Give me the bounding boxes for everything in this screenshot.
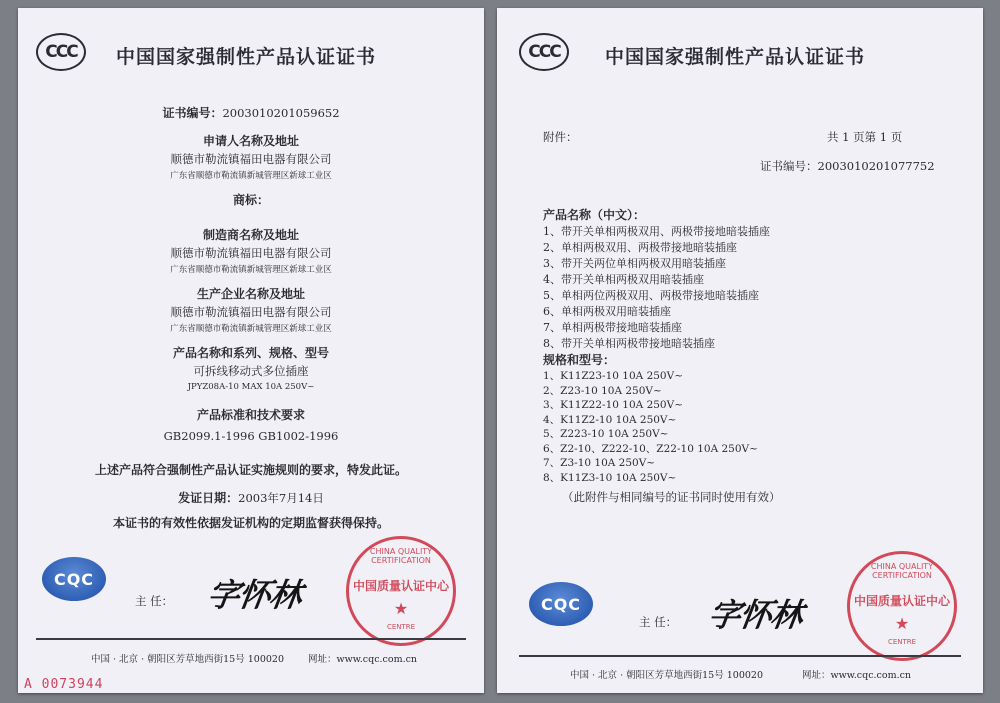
cert-number: 2003010201059652: [222, 106, 340, 120]
spec-heading: 规格和型号：: [543, 353, 616, 367]
seal-english-bottom: CENTRE: [386, 623, 416, 631]
product-heading: 产品名称（中文）：: [543, 208, 646, 222]
list-item: 2、单相两极双用、两极带接地暗装插座: [543, 241, 737, 254]
footer-website-line: [802, 667, 911, 681]
seal-chinese-text: 中国质量认证中心: [853, 594, 950, 608]
seal-star-icon: ★: [393, 599, 409, 618]
factory-address: 广东省顺德市勒流镇新城管理区新球工业区: [170, 324, 332, 334]
list-item: 1、K11Z23-10 10A 250V~: [543, 370, 683, 382]
seal-english-text: CHINA QUALITY CERTIFICATION: [369, 547, 433, 565]
certificate-title: 中国国家强制性产品认证证书: [116, 46, 377, 68]
issue-date-line: [18, 489, 484, 506]
certificate-title: 中国国家强制性产品认证证书: [605, 46, 866, 68]
seal-english-bottom: CENTRE: [887, 638, 917, 646]
list-item: 4、K11Z2-10 10A 250V~: [543, 413, 677, 426]
seal-chinese-text: 中国质量认证中心: [352, 579, 449, 593]
manufacturer-heading: 制造商名称及地址: [202, 228, 299, 242]
spec-list: [543, 369, 758, 485]
conformity-statement: 上述产品符合强制性产品认证实施规则的要求，特发此证。: [94, 463, 407, 477]
list-item: 6、单相两极双用暗装插座: [543, 305, 671, 318]
list-item: 1、带开关单相两极双用、两极带接地暗装插座: [543, 225, 770, 238]
list-item: 6、Z2-10、Z222-10、Z22-10 10A 250V~: [543, 442, 758, 455]
ccc-logo: CCC: [36, 33, 86, 71]
director-signature: 字怀林: [205, 576, 304, 614]
footer-rule: [519, 655, 961, 657]
cert-number: 2003010201077752: [817, 159, 935, 173]
product-name: 可拆线移动式多位插座: [193, 364, 309, 378]
cqc-logo: CQC: [42, 557, 106, 601]
cqc-seal: [346, 536, 456, 646]
list-item: 8、K11Z3-10 10A 250V~: [543, 471, 677, 484]
seal-star-icon: ★: [894, 614, 910, 633]
cqc-logo: CQC: [529, 582, 593, 626]
seal-english-text: CHINA QUALITY CERTIFICATION: [870, 562, 934, 580]
factory-name: 顺德市勒流镇福田电器有限公司: [170, 305, 332, 319]
footer-website: www.cqc.com.cn: [336, 654, 418, 665]
list-item: 4、带开关单相两极双用暗装插座: [543, 273, 704, 286]
ccc-logo: CCC: [519, 33, 569, 71]
footer-website-label: 网址：: [308, 654, 337, 665]
product-heading: 产品名称和系列、规格、型号: [172, 346, 329, 360]
footer-address: 中国 · 北京 · 朝阳区芳草地西街15号 100020: [570, 670, 763, 681]
director-label: 主 任：: [135, 594, 174, 608]
list-item: 7、Z3-10 10A 250V~: [543, 457, 656, 469]
validity-note: 本证书的有效性依据发证机构的定期监督获得保持。: [112, 516, 389, 530]
footer-website-label: 网址：: [802, 670, 831, 681]
cert-number-label: 证书编号：: [162, 106, 223, 120]
cert-number-line: [18, 104, 484, 121]
standard-value: GB2099.1-1996 GB1002-1996: [163, 429, 339, 443]
factory-heading: 生产企业名称及地址: [196, 287, 305, 301]
attachment-note: （此附件与相同编号的证书同时使用有效）: [562, 490, 781, 504]
list-item: 5、单相两位两极双用、两极带接地暗装插座: [543, 289, 759, 302]
issue-date-label: 发证日期：: [178, 491, 239, 505]
list-item: 3、带开关两位单相两极双用暗装插座: [543, 257, 726, 270]
director-signature: 字怀林: [706, 596, 805, 634]
cqc-seal: [847, 551, 957, 661]
product-model: JPYZ08A-10 MAX 10A 250V~: [187, 382, 315, 392]
list-item: 3、K11Z22-10 10A 250V~: [543, 399, 683, 411]
list-item: 7、单相两极带接地暗装插座: [543, 321, 682, 334]
footer-address: 中国 · 北京 · 朝阳区芳草地西街15号 100020: [91, 654, 284, 665]
serial-number: A 0073944: [24, 677, 104, 692]
attachment-label: 附件：: [543, 130, 578, 144]
certificate-left: [18, 8, 484, 693]
footer-website: www.cqc.com.cn: [830, 670, 912, 681]
cert-number-label: 证书编号：: [760, 159, 818, 173]
footer-rule: [36, 638, 466, 640]
certificate-right: [497, 8, 983, 693]
issue-date: 2003年7月14日: [238, 491, 324, 505]
cert-number-line: [760, 158, 935, 174]
list-item: 2、Z23-10 10A 250V~: [543, 384, 662, 397]
page-info: 共 1 页第 1 页: [827, 130, 903, 144]
director-label: 主 任：: [639, 615, 678, 629]
footer-website-line: [308, 651, 417, 665]
product-list: [543, 224, 770, 352]
trademark-label: 商标：: [232, 193, 269, 207]
standard-heading: 产品标准和技术要求: [196, 408, 305, 422]
applicant-name: 顺德市勒流镇福田电器有限公司: [170, 152, 332, 166]
manufacturer-name: 顺德市勒流镇福田电器有限公司: [170, 246, 332, 260]
list-item: 5、Z223-10 10A 250V~: [543, 428, 669, 440]
applicant-address: 广东省顺德市勒流镇新城管理区新球工业区: [170, 171, 332, 181]
applicant-heading: 申请人名称及地址: [202, 134, 299, 148]
manufacturer-address: 广东省顺德市勒流镇新城管理区新球工业区: [170, 265, 332, 275]
list-item: 8、带开关单相两极带接地暗装插座: [543, 337, 715, 350]
